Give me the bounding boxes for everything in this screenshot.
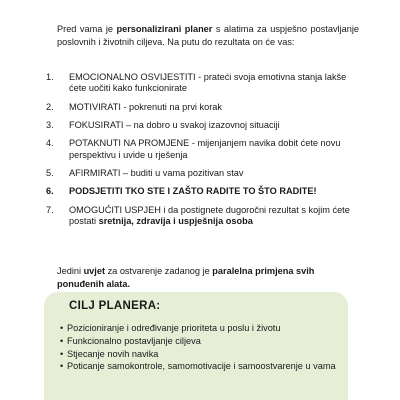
- step-text: [69, 205, 363, 227]
- step-text-start: OMOGUĆITI USPJEH i da postignete dugoročni rezultat s kojim ćete postati: [69, 204, 350, 226]
- note-text: Jedini: [57, 266, 84, 276]
- goal-list: [60, 323, 344, 374]
- goal-item-text: Poticanje samokontrole, samomotivacije i samoostvarenje u vama: [67, 361, 336, 372]
- step-number: 6.: [46, 186, 54, 197]
- steps-list: [45, 72, 363, 234]
- goal-item-text: Funkcionalno postavljanje ciljeva: [67, 335, 201, 346]
- step-text: PODSJETITI TKO STE I ZAŠTO RADITE TO ŠTO RADITE!: [69, 186, 317, 197]
- condition-note: [57, 265, 359, 291]
- step-item-emphasized: [45, 186, 363, 197]
- step-item: [45, 72, 363, 94]
- bullet-icon: •: [60, 323, 64, 333]
- goal-item-text: Pozicioniranje i određivanje prioriteta u poslu i životu: [67, 323, 281, 333]
- step-text: AFIRMIRATI – buditi u vama pozitivan stav: [69, 167, 244, 178]
- step-number: 7.: [46, 204, 54, 215]
- step-text: MOTIVIRATI - pokrenuti na prvi korak: [69, 101, 222, 112]
- bullet-icon: •: [60, 348, 64, 359]
- intro-text-start: Pred vama je: [57, 24, 117, 34]
- intro-highlight: personalizirani planer: [116, 24, 213, 34]
- goal-item: [60, 336, 344, 348]
- goal-item: [60, 349, 344, 361]
- step-item: [45, 138, 363, 160]
- step-number: 3.: [46, 119, 54, 130]
- step-item: [45, 102, 363, 113]
- goal-item-text: Stjecanje novih navika: [67, 348, 159, 359]
- step-number: 1.: [46, 72, 54, 82]
- step-text: POTAKNUTI NA PROMJENE - mijenjanjem navika dobit ćete novu perspektivu i uvide u rješenja: [69, 138, 341, 160]
- step-item: [45, 120, 363, 131]
- step-number: 4.: [46, 138, 54, 149]
- goal-item: [60, 323, 344, 335]
- note-text: za ostvarenje zadanog je: [105, 266, 213, 276]
- bullet-icon: •: [60, 361, 64, 372]
- note-highlight-application: paralelna primjena svih ponuđenih alata.: [57, 266, 315, 290]
- step-text: FOKUSIRATI – na dobro u svakoj izazovnoj situaciji: [69, 119, 280, 130]
- step-number: 5.: [46, 167, 54, 178]
- bullet-icon: •: [60, 335, 64, 346]
- goal-title: CILJ PLANERA:: [69, 300, 161, 312]
- step-item: [45, 205, 363, 227]
- step-number: 2.: [46, 101, 54, 112]
- goal-item: [60, 361, 344, 373]
- intro-text-end: s alatima za uspješno postavljanje poslovnih i životnih ciljeva. Na putu do rezultata on će vas:: [57, 24, 359, 48]
- note-highlight-condition: uvjet: [83, 266, 106, 276]
- intro-paragraph: [57, 23, 359, 50]
- step-text-highlight: sretnija, zdravija i uspješnija osoba: [98, 215, 253, 226]
- step-text: EMOCIONALNO OSVIJESTITI - pratеći svoja emotivna stanja lakše ćete uočiti kako funkcionirate: [69, 72, 347, 94]
- step-item: [45, 168, 363, 179]
